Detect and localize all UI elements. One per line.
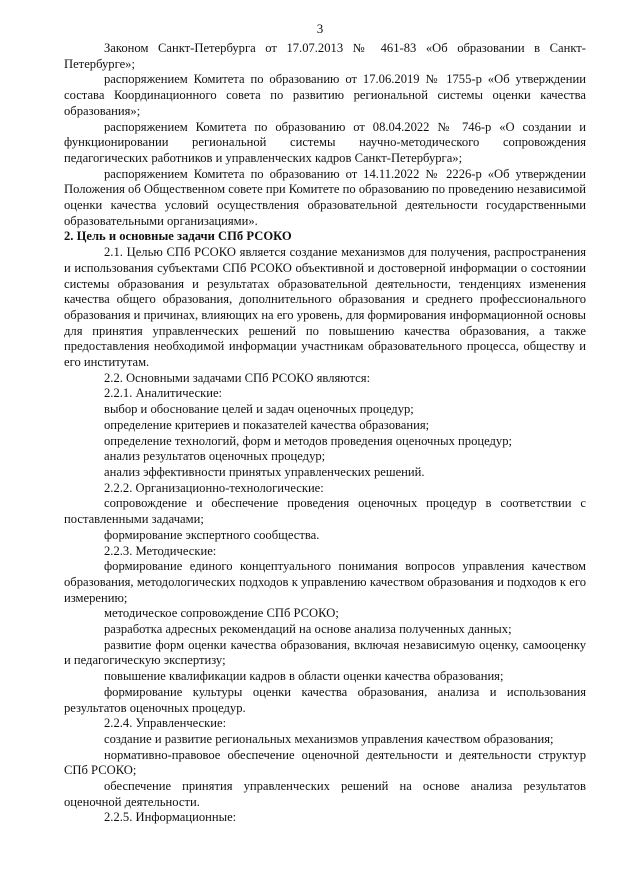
list-item: формирование экспертного сообщества. [104,527,320,542]
page-number: 3 [316,21,324,36]
list-item: анализ эффективности принятых управленческих решений. [104,464,425,479]
list-item: определение критериев и показателей качества образования; [104,417,430,432]
subsection-title: 2.2.5. Информационные: [104,810,237,825]
list-item: создание и развитие региональных механизмов управления качеством образования; [104,731,554,746]
list-item: выбор и обоснование целей и задач оценочных процедур; [104,402,414,417]
legal-ref: распоряжением Комитета по образованию от 08.04.2022 № 746-р «О создании и функционировании региональной системы научно-методического сопровождения педагогических работников и управленческих кадров Санкт-Петербурга»; [64,119,586,165]
list-item: разработка адресных рекомендаций на основе анализа полученных данных; [104,622,512,637]
list-item: определение технологий, форм и методов проведения оценочных процедур; [104,433,513,448]
subsection-title: 2.2.3. Методические: [104,543,217,558]
list-item: формирование единого концептуального понимания вопросов управления качеством образования, методологических подходов к управлению качеством образования и подходов к его измерению; [64,559,586,605]
subsection-title: 2.2.4. Управленческие: [104,716,227,731]
list-item: повышение квалификации кадров в области оценки качества образования; [104,669,504,684]
list-item: анализ результатов оценочных процедур; [104,449,326,464]
subsection-title: 2.2.2. Организационно-технологические: [104,480,324,495]
list-item: обеспечение принятия управленческих решений на основе анализа результатов оценочной деятельности. [64,779,586,809]
list-item: формирование культуры оценки качества образования, анализа и использования результатов оценочных процедур. [64,684,586,715]
document-body [64,41,586,826]
list-item: нормативно-правовое обеспечение оценочной деятельности и деятельности структур СПб РСОКО; [64,747,586,778]
list-item: сопровождение и обеспечение проведения оценочных процедур в соответствии с поставленными задачами; [64,496,586,527]
legal-ref: распоряжением Комитета по образованию от 14.11.2022 № 2226-р «Об утверждении Положения об Общественном совете при Комитете по образованию по проведению независимой оценки качества условий осуществления образовательной деятельности государственными образовательными организациями». [64,166,586,228]
section-heading: 2. Цель и основные задачи СПб РСОКО [64,229,292,244]
paragraph: 2.2. Основными задачами СПб РСОКО являются: [104,370,371,385]
paragraph-goal: 2.1. Целью СПб РСОКО является создание механизмов для получения, распространения и использования субъектами СПб РСОКО объективной и достоверной информации о состоянии системы образования и результатах образовательной деятельности, тенденциях изменения качества общего образования, дополнительного образования и среднего профессионального образования и причинах, влияющих на его уровень, для формирования информационной основы для принятия управленческих решений по повышению качества образования, а также предоставления необходимой информации участникам образовательного процесса, обществу и его институтам. [64,245,586,370]
list-item: развитие форм оценки качества образования, включая независимую оценку, самооценку и педагогическую экспертизу; [64,637,586,668]
legal-ref: Законом Санкт-Петербурга от 17.07.2013 № 461-83 «Об образовании в Санкт-Петербурге»; [64,41,586,71]
list-item: методическое сопровождение СПб РСОКО; [104,606,339,621]
legal-ref: распоряжением Комитета по образованию от 17.06.2019 № 1755-р «Об утверждении состава Координационного совета по развитию региональной системы оценки качества образования»; [64,72,586,118]
subsection-title: 2.2.1. Аналитические: [104,386,223,401]
